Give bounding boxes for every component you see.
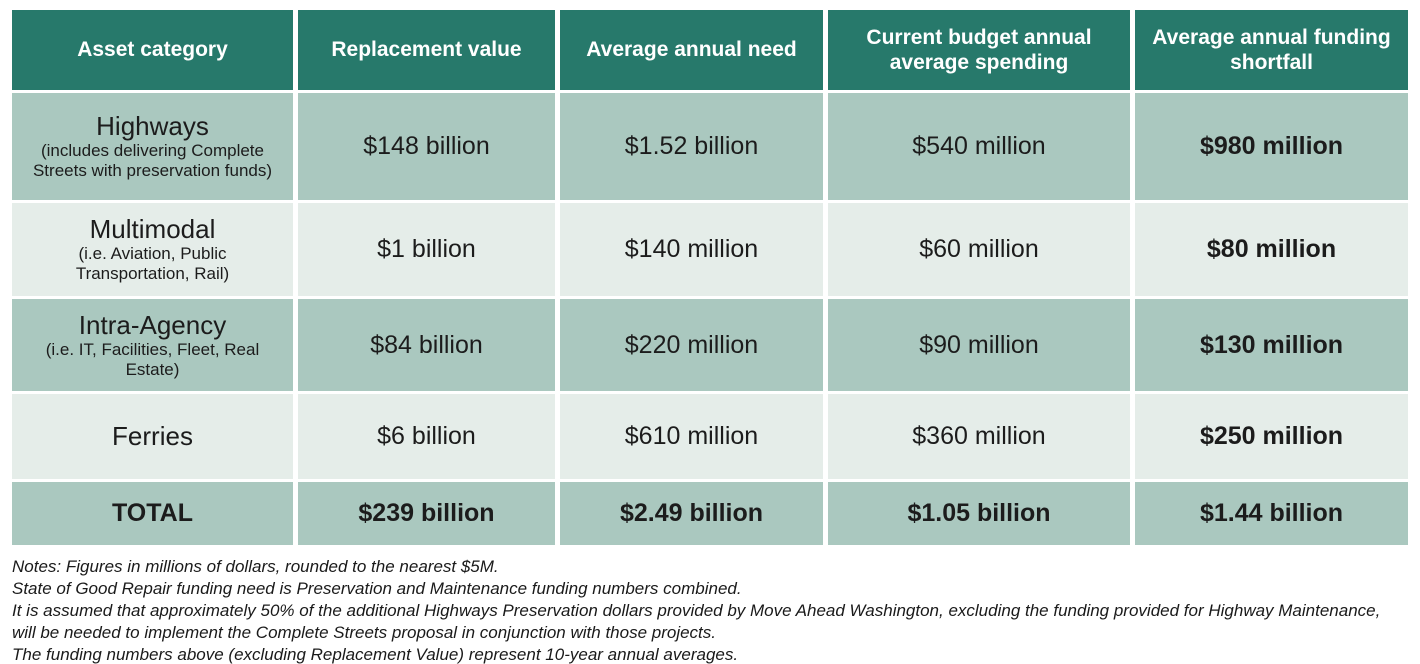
category-title: Highways <box>96 111 209 142</box>
category-note: (i.e. Aviation, Public Transportation, Rail) <box>75 244 230 284</box>
value-cell-shortfall: $250 million <box>1135 394 1408 479</box>
table-row-total <box>12 482 1408 545</box>
value-cell-replacement: $6 billion <box>298 394 555 479</box>
value-cell-need: $220 million <box>560 299 823 391</box>
asset-funding-table <box>7 7 1413 548</box>
footnotes <box>12 556 1408 664</box>
table-row-ferries <box>12 394 1408 479</box>
footnote-line: The funding numbers above (excluding Replacement Value) represent 10-year annual averages. <box>12 644 739 664</box>
category-note: (i.e. IT, Facilities, Fleet, Real Estate) <box>45 339 260 379</box>
value-cell-replacement: $1 billion <box>298 203 555 296</box>
value-cell-shortfall: $80 million <box>1135 203 1408 296</box>
category-cell <box>12 93 293 200</box>
value-cell-spending: $60 million <box>828 203 1130 296</box>
footnote-line: Notes: Figures in millions of dollars, rounded to the nearest $5M. <box>12 557 499 576</box>
footnote-line: State of Good Repair funding need is Preservation and Maintenance funding numbers combined. <box>12 578 742 598</box>
total-label-cell: TOTAL <box>12 482 293 545</box>
value-cell-need: $1.52 billion <box>560 93 823 200</box>
category-note: (includes delivering Complete Streets with preservation funds) <box>32 141 273 181</box>
header-cell-current-budget-spending: Current budget annual average spending <box>828 10 1130 90</box>
value-cell-spending: $360 million <box>828 394 1130 479</box>
value-cell-replacement: $148 billion <box>298 93 555 200</box>
category-cell <box>12 394 293 479</box>
footnote-line: It is assumed that approximately 50% of the additional Highways Preservation dollars provided by Move Ahead Washington, excluding the funding provided for Highway Maintenance, will be needed to implement the Complete Streets proposal in conjunction with those projects. <box>12 600 1381 642</box>
category-cell <box>12 203 293 296</box>
value-cell-need: $610 million <box>560 394 823 479</box>
value-cell-replacement: $84 billion <box>298 299 555 391</box>
total-value-cell-replacement: $239 billion <box>298 482 555 545</box>
category-title: Multimodal <box>89 214 216 245</box>
header-cell-asset-category: Asset category <box>12 10 293 90</box>
category-title: Intra-Agency <box>78 309 227 340</box>
table-row-multimodal <box>12 203 1408 296</box>
value-cell-shortfall: $130 million <box>1135 299 1408 391</box>
table-row-highways <box>12 93 1408 200</box>
header-cell-average-annual-need: Average annual need <box>560 10 823 90</box>
total-value-cell-shortfall: $1.44 billion <box>1135 482 1408 545</box>
category-cell <box>12 299 293 391</box>
value-cell-shortfall: $980 million <box>1135 93 1408 200</box>
value-cell-need: $140 million <box>560 203 823 296</box>
table-row-intra-agency <box>12 299 1408 391</box>
total-value-cell-spending: $1.05 billion <box>828 482 1130 545</box>
value-cell-spending: $90 million <box>828 299 1130 391</box>
total-value-cell-need: $2.49 billion <box>560 482 823 545</box>
value-cell-spending: $540 million <box>828 93 1130 200</box>
header-cell-funding-shortfall: Average annual funding shortfall <box>1135 10 1408 90</box>
category-title: Ferries <box>112 420 193 451</box>
header-row <box>12 10 1408 90</box>
header-cell-replacement-value: Replacement value <box>298 10 555 90</box>
